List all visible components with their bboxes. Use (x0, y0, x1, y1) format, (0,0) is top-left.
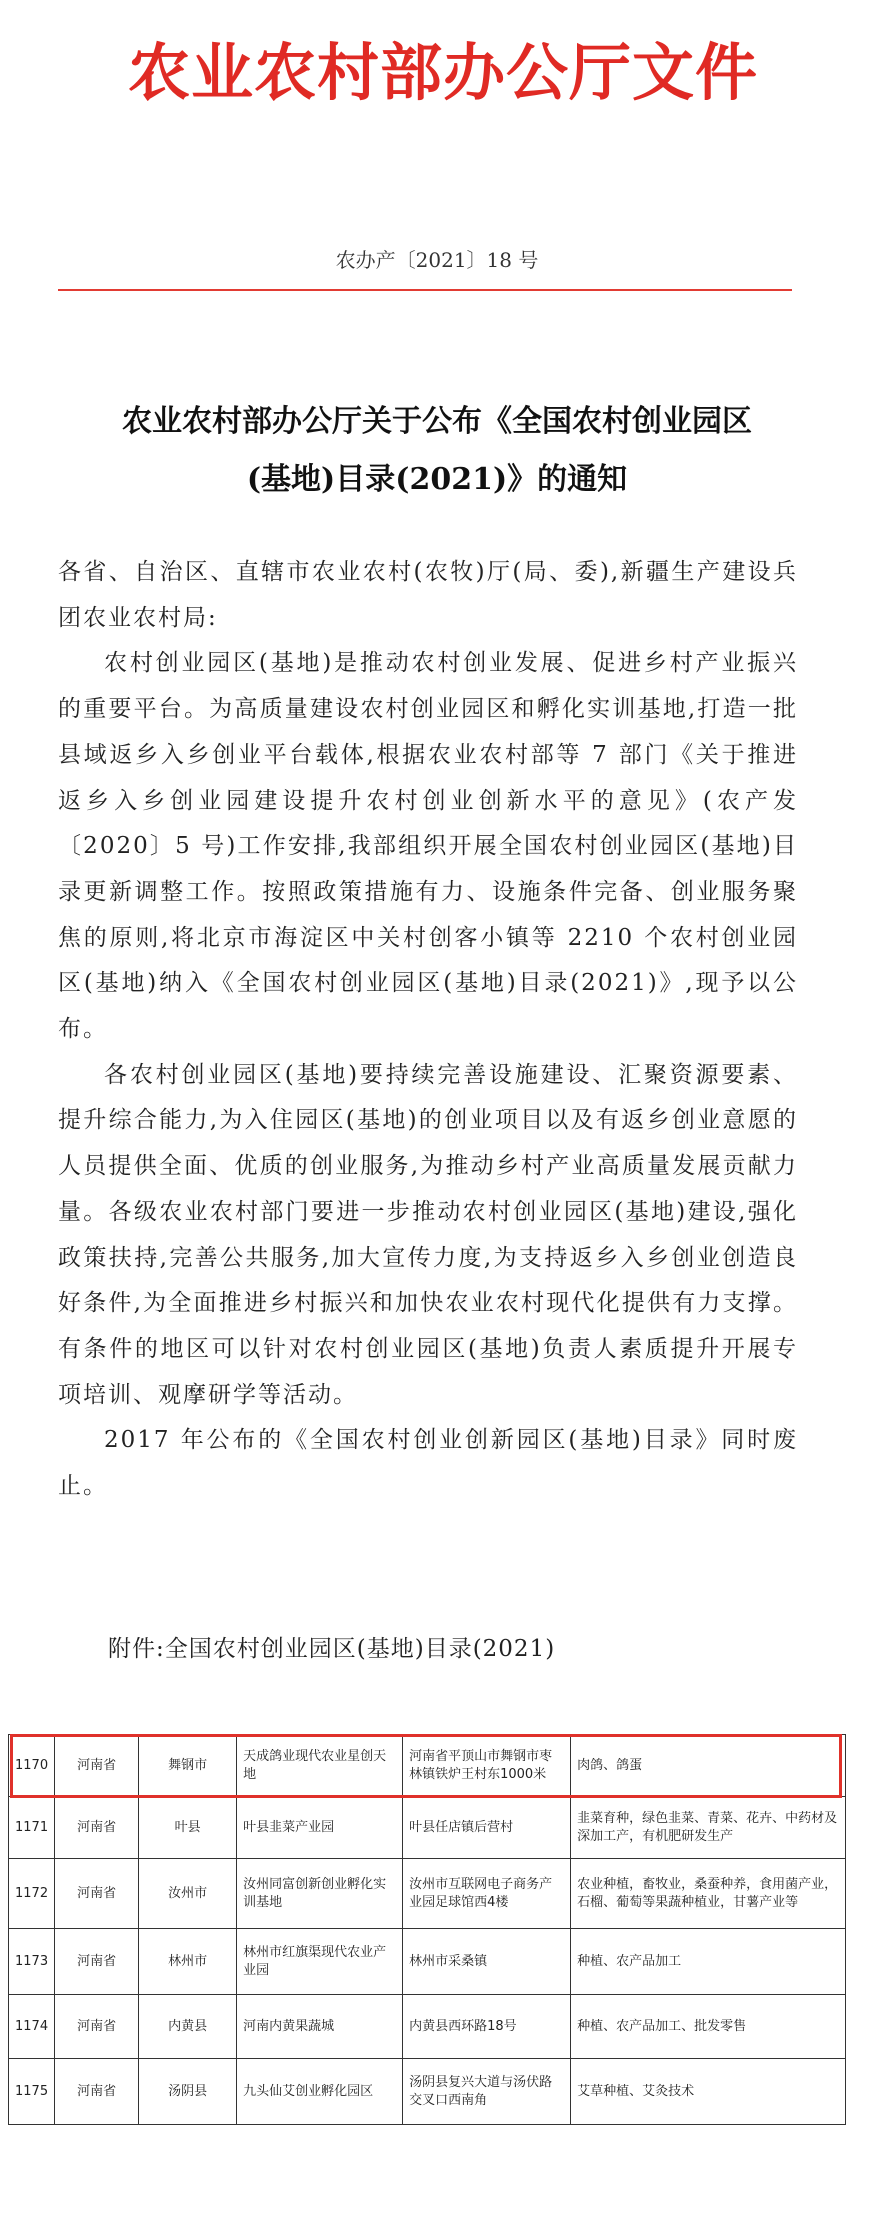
city-cell: 内黄县 (139, 1995, 237, 2059)
city-cell: 舞钢市 (139, 1735, 237, 1797)
city-cell: 汤阴县 (139, 2059, 237, 2125)
red-divider-line (58, 289, 792, 291)
row-number: 1170 (9, 1735, 55, 1797)
park-name-cell: 九头仙艾创业孵化园区 (237, 2059, 403, 2125)
province-cell: 河南省 (55, 1859, 139, 1929)
table-row (9, 2059, 846, 2125)
body-paragraph: 2017 年公布的《全国农村创业创新园区(基地)目录》同时废止。 (58, 1427, 798, 1500)
industry-cell: 艾草种植、艾灸技术 (571, 2059, 846, 2125)
city-cell: 汝州市 (139, 1859, 237, 1929)
table-row (9, 1859, 846, 1929)
directory-table-excerpt (8, 1734, 846, 2125)
province-cell: 河南省 (55, 1797, 139, 1859)
park-name-cell: 天成鸽业现代农业星创天地 (237, 1735, 403, 1797)
table-row (9, 1735, 846, 1797)
row-number: 1171 (9, 1797, 55, 1859)
industry-cell: 种植、农产品加工、批发零售 (571, 1995, 846, 2059)
document-header (0, 0, 874, 300)
table-row (9, 1995, 846, 2059)
body-paragraph: 农村创业园区(基地)是推动农村创业发展、促进乡村产业振兴的重要平台。为高质量建设农村创业园区和孵化实训基地,打造一批县域返乡入乡创业平台载体,根据农业农村部等 7 部门《关于推进返乡入乡创业园建设提升农村创业创新水平的意见》(农产发〔2020〕5 号)工作安排,我部组织开展全国农村创业园区(基地)目录更新调整工作。按照政策措施有力、设施条件完备、创业服务聚焦的原则,将北京市海淀区中关村创客小镇等 2210 个农村创业园区(基地)纳入《全国农村创业园区(基地)目录(2021)》,现予以公布。 (58, 650, 798, 1043)
address-cell: 汝州市互联网电子商务产业园足球馆西4楼 (403, 1859, 571, 1929)
province-cell: 河南省 (55, 1929, 139, 1995)
row-number: 1175 (9, 2059, 55, 2125)
notice-body (58, 550, 798, 1510)
province-cell: 河南省 (55, 1995, 139, 2059)
province-cell: 河南省 (55, 2059, 139, 2125)
row-number: 1174 (9, 1995, 55, 2059)
park-name-cell: 河南内黄果蔬城 (237, 1995, 403, 2059)
park-name-cell: 叶县韭菜产业园 (237, 1797, 403, 1859)
address-cell: 内黄县西环路18号 (403, 1995, 571, 2059)
province-cell: 河南省 (55, 1735, 139, 1797)
address-cell: 叶县任店镇后营村 (403, 1797, 571, 1859)
table-row (9, 1797, 846, 1859)
row-number: 1173 (9, 1929, 55, 1995)
industry-cell: 韭菜育种，绿色韭菜、青菜、花卉、中药材及深加工产，有机肥研发生产 (571, 1797, 846, 1859)
city-cell: 林州市 (139, 1929, 237, 1995)
table-row (9, 1929, 846, 1995)
issuer-title: 农业农村部办公厅文件 (128, 36, 759, 109)
industry-cell: 农业种植，畜牧业，桑蚕种养，食用菌产业，石榴、葡萄等果蔬种植业，甘薯产业等 (571, 1859, 846, 1929)
notice-title (0, 393, 874, 509)
industry-cell: 种植、农产品加工 (571, 1929, 846, 1995)
city-cell: 叶县 (139, 1797, 237, 1859)
address-cell: 河南省平顶山市舞钢市枣林镇铁炉王村东1000米 (403, 1735, 571, 1797)
row-number: 1172 (9, 1859, 55, 1929)
salutation: 各省、自治区、直辖市农业农村(农牧)厅(局、委),新疆生产建设兵团农业农村局: (58, 559, 798, 631)
body-paragraph: 各农村创业园区(基地)要持续完善设施建设、汇聚资源要素、提升综合能力,为入住园区(基地)的创业项目以及有返乡创业意愿的人员提供全面、优质的创业服务,为推动乡村产业高质量发展贡献力量。各级农业农村部门要进一步推动农村创业园区(基地)建设,强化政策扶持,完善公共服务,加大宣传力度,为支持返乡入乡创业创造良好条件,为全面推进乡村振兴和加快农业农村现代化提供有力支撑。有条件的地区可以针对农村创业园区(基地)负责人素质提升开展专项培训、观摩研学等活动。 (58, 1061, 798, 1408)
notice-title-line-2: (基地)目录(2021)》的通知 (246, 462, 628, 497)
notice-title-line-1: 农业农村部办公厅关于公布《全国农村创业园区 (122, 404, 752, 439)
address-cell: 汤阴县复兴大道与汤伏路交叉口西南角 (403, 2059, 571, 2125)
park-name-cell: 林州市红旗渠现代农业产业园 (237, 1929, 403, 1995)
address-cell: 林州市采桑镇 (403, 1929, 571, 1995)
attachment-note: 附件:全国农村创业园区(基地)目录(2021) (108, 1636, 556, 1662)
document-number: 农办产〔2021〕18 号 (335, 248, 539, 272)
industry-cell: 肉鸽、鸽蛋 (571, 1735, 846, 1797)
park-name-cell: 汝州同富创新创业孵化实训基地 (237, 1859, 403, 1929)
